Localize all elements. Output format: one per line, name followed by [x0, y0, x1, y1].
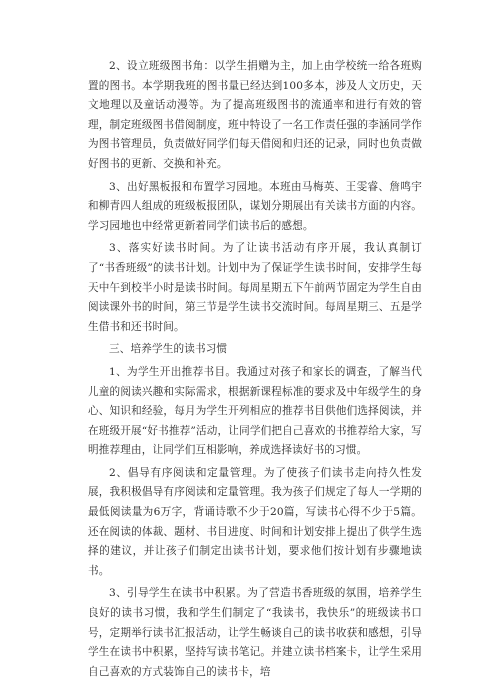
paragraph-accumulation: 3、引导学生在读书中积累。为了营造书香班级的氛围，培养学生良好的读书习惯，我和学生们制定了“我读书，我快乐”的班级读书口号，定期举行读书汇报活动，让学生畅谈自己的读书收获和感想，引导学生在读书中积累，坚持写读书笔记。并建立读书档案卡，让学生采用自己喜欢的方式装饰自己的读书卡，培 [88, 587, 422, 678]
paragraph-orderly-reading: 2、倡导有序阅读和定量管理。为了使孩子们读书走向持久性发展，我积极倡导有序阅读和定量管理。我为孩子们规定了每人一学期的最低阅读量为6万字，背诵诗歌不少于20篇，写读书心得不少于5篇。还在阅读的体裁、题材、书目进度、时间和计划安排上提出了供学生选择的建议，并让孩子们制定出读书计划，要求他们按计划有步骤地读书。 [88, 466, 422, 577]
paragraph-recommended-books: 1、为学生开出推荐书目。我通过对孩子和家长的调查，了解当代儿童的阅读兴趣和实际需求，根据新课程标准的要求及中年级学生的身心、知识和经验，每月为学生开列相应的推荐书目供他们选择阅读，并在班级开展“好书推荐”活动，让同学们把自己喜欢的书推荐给大家，写明推荐理由，让同学们互相影响，养成选择读好书的习惯。 [88, 365, 422, 457]
paragraph-book-corner: 2、设立班级图书角：以学生捐赠为主，加上由学校统一给各班购置的图书。本学期我班的图书量已经达到100多本，涉及人文历史，天文地理以及童话动漫等。为了提高班级图书的流通率和进行有效的管理，制定班级图书借阅制度，班中特设了一名工作责任强的李涵同学作为图书管理员，负责做好同学们每天借阅和归还的记录，同时也负责做好图书的更新、交换和补充。 [88, 60, 422, 170]
document-body [88, 57, 422, 685]
paragraph-blackboard: 3、出好黑板报和布置学习园地。本班由马梅英、王雯睿、詹鸣宇和柳青四人组成的班级板报团队，谋划分期展出有关读书方面的内容。学习园地也中经常更新着同学们读书后的感想。 [88, 180, 422, 232]
paragraph-reading-time: 3、落实好读书时间。为了让读书活动有序开展，我认真制订了“书香班级”的读书计划。计划中为了保证学生读书时间，安排学生每天中午到校半小时是读书时间。每周星期五下午前两节固定为学生自由阅读课外书的时间，第三节是学生读书交流时间。每周星期三、五是学生借书和还书时间。 [88, 242, 422, 333]
section-heading-reading-habits: 三、培养学生的读书习惯 [109, 343, 228, 356]
